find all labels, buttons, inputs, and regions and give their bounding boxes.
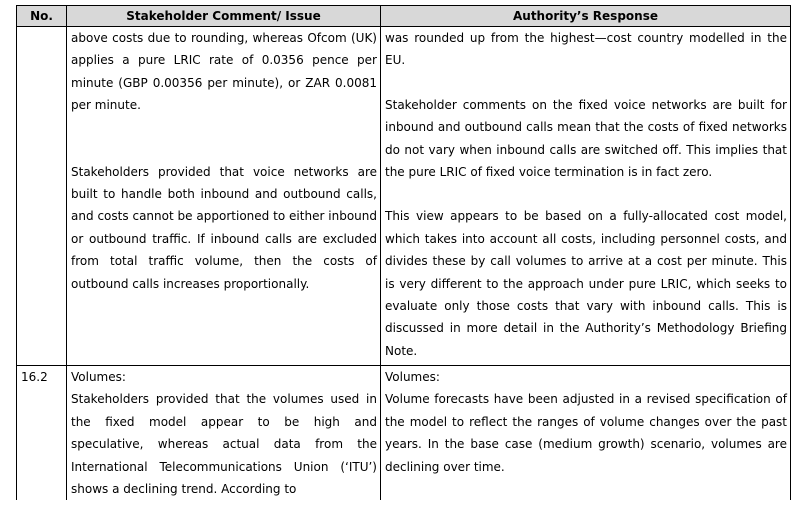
paragraph-spacer bbox=[71, 117, 377, 161]
comments-table bbox=[16, 5, 791, 500]
comment-paragraph: Stakeholders provided that voice networks are built to handle both inbound and outbound calls, and costs cannot be apportioned to either inbound or outbound traffic. If inbound calls are excluded from total traffic volume, then the costs of outbound calls increases proportionally. bbox=[71, 164, 377, 291]
response-heading: Volumes: bbox=[385, 370, 440, 384]
comment-heading: Volumes: bbox=[71, 370, 126, 384]
table-row bbox=[17, 366, 791, 501]
response-cell bbox=[381, 366, 791, 501]
comment-paragraph: Stakeholders provided that the volumes used in the fixed model appear to be high and speculative, whereas actual data from the International Telecommunications Union (‘ITU’) shows a declining trend. According to bbox=[71, 392, 377, 497]
response-paragraph: Stakeholder comments on the fixed voice networks are built for inbound and outbound calls mean that the costs of fixed networks do not vary when inbound calls are switched off. This implies that the pure LRIC of fixed voice termination is in fact zero. bbox=[385, 97, 787, 180]
table-row bbox=[17, 27, 791, 366]
comment-cell bbox=[67, 27, 381, 366]
header-response: Authority’s Response bbox=[381, 6, 791, 27]
paragraph-spacer bbox=[385, 183, 787, 205]
row-number: 16.2 bbox=[17, 366, 67, 501]
comment-cell bbox=[67, 366, 381, 501]
header-comment: Stakeholder Comment/ Issue bbox=[67, 6, 381, 27]
header-no: No. bbox=[17, 6, 67, 27]
table-header-row bbox=[17, 6, 791, 27]
paragraph-spacer bbox=[385, 72, 787, 94]
comment-paragraph: above costs due to rounding, whereas Ofcom (UK) applies a pure LRIC rate of 0.0356 pence per minute (GBP 0.00356 per minute), or ZAR 0.0081 per minute. bbox=[71, 31, 377, 113]
response-paragraph: Volume forecasts have been adjusted in a revised specification of the model to reflect the ranges of volume changes over the past years. In the base case (medium growth) scenario, volumes are declining over time. bbox=[385, 392, 787, 474]
row-number-cell bbox=[17, 27, 67, 366]
response-cell bbox=[381, 27, 791, 366]
response-paragraph: This view appears to be based on a fully-allocated cost model, which takes into account all costs, including personnel costs, and divides these by call volumes to arrive at a cost per minute. This is very different to the approach under pure LRIC, which seeks to evaluate only those costs that vary with inbound calls. This is discussed in more detail in the Authority’s Methodology Briefing Note. bbox=[385, 209, 787, 358]
response-paragraph: was rounded up from the highest—cost country modelled in the EU. bbox=[385, 31, 787, 68]
